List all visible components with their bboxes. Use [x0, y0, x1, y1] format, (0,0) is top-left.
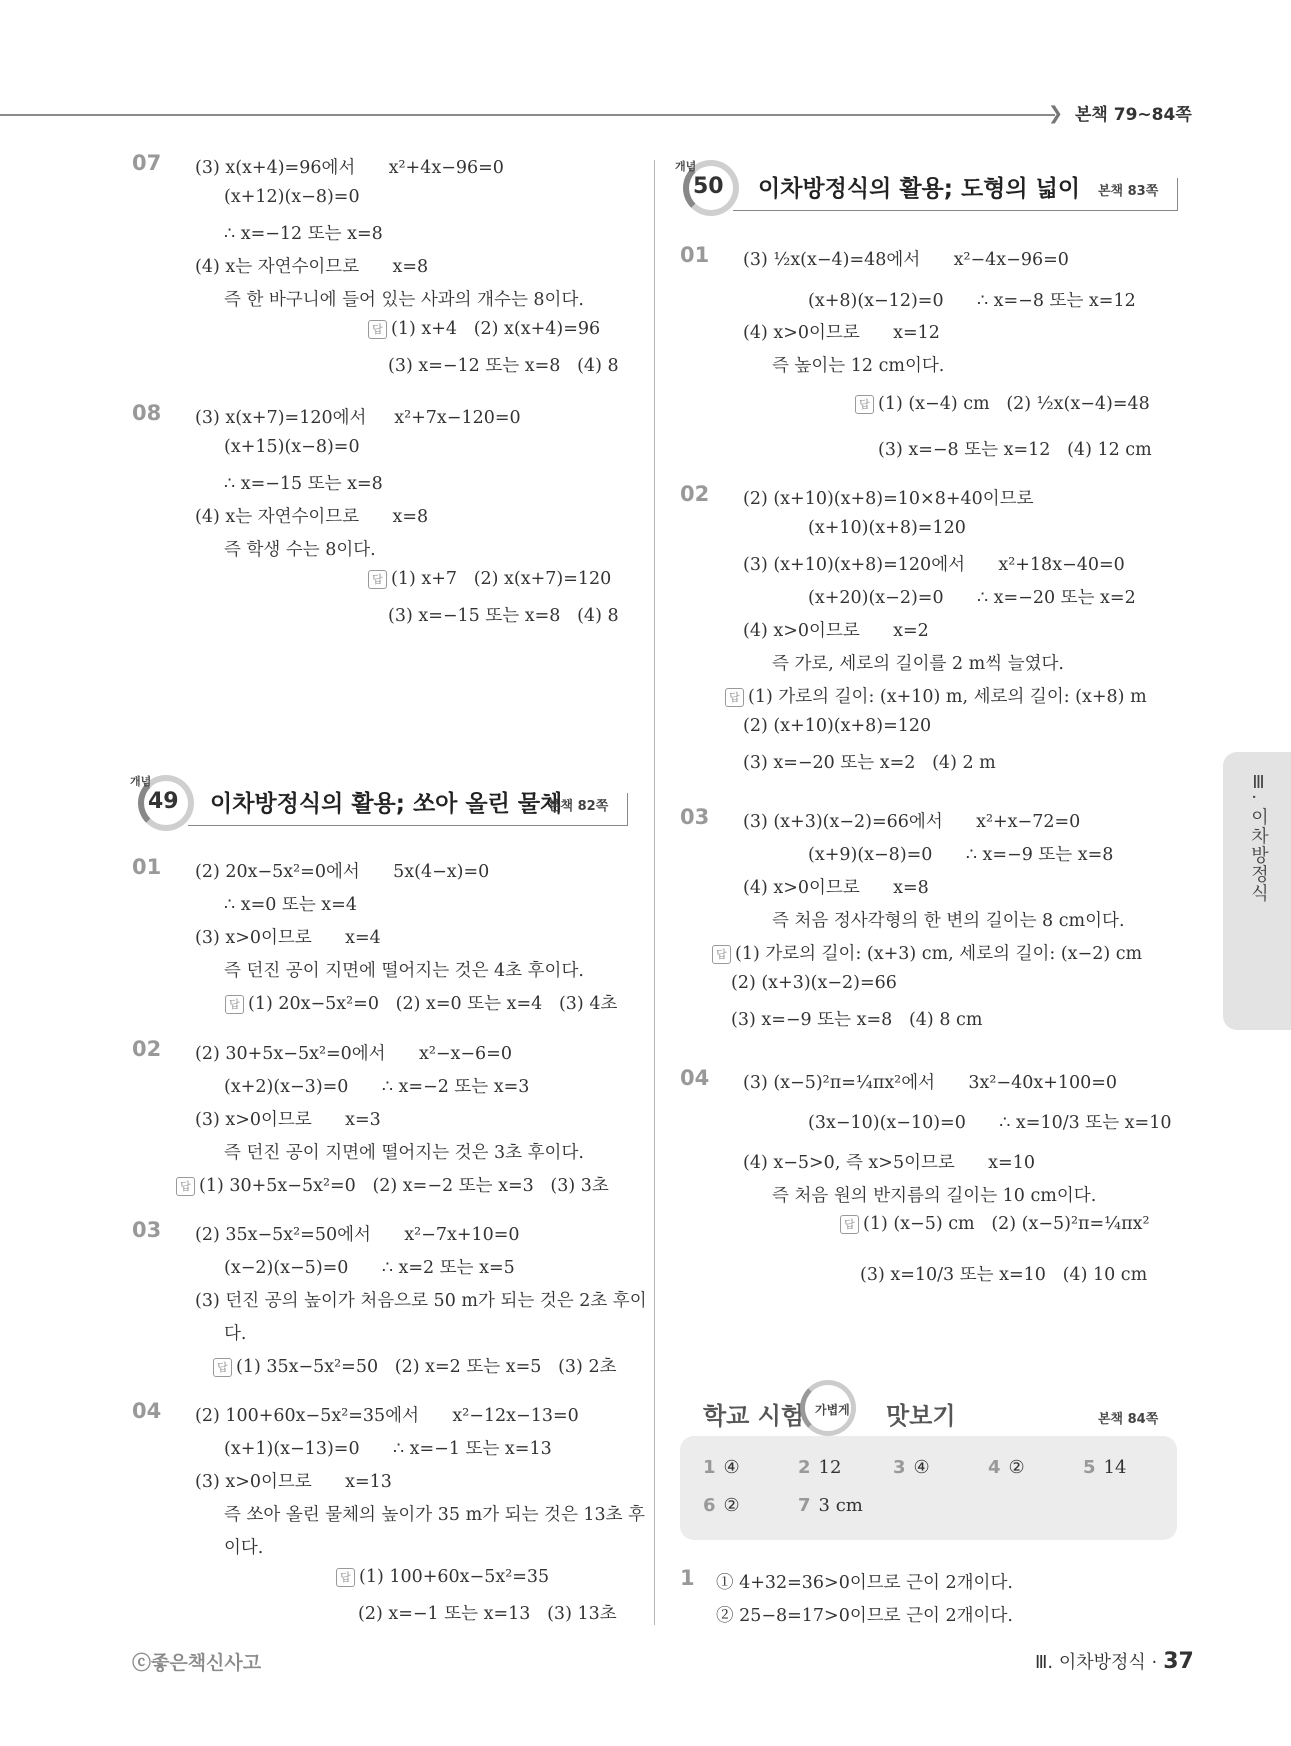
answer-line: [725, 683, 1147, 708]
concept-title: 이차방정식의 활용; 도형의 넓이: [758, 176, 1081, 202]
solution-line: [224, 187, 360, 207]
answer-icon: 답: [840, 1215, 859, 1234]
solution-line: [743, 551, 1125, 576]
problem-number: 01: [680, 243, 710, 267]
concept-number: 50: [693, 174, 724, 199]
line-text: (4) x는 자연수이므로 x=8: [195, 257, 429, 277]
concept-number: 49: [148, 789, 179, 814]
concept-bracket: [1177, 178, 1178, 211]
solution-line: [224, 1534, 263, 1559]
solution-line: [224, 1435, 552, 1460]
problem-number: 04: [132, 1399, 162, 1423]
line-text: 즉 던진 공이 지면에 떨어지는 것은 3초 후이다.: [224, 1143, 584, 1163]
line-text: (3) (x+10)(x+8)=120에서 x²+18x−40=0: [743, 555, 1125, 575]
solution-line: [772, 352, 944, 377]
line-text: (2) 30+5x−5x²=0에서 x²−x−6=0: [195, 1044, 512, 1064]
concept-50-header: [675, 160, 1178, 216]
quiz-page-reference: 본책 84쪽: [1098, 1412, 1159, 1427]
answer-line: [336, 1567, 549, 1587]
solution-line: [743, 617, 929, 642]
page-number: 37: [1163, 1649, 1194, 1674]
line-text: (x+1)(x−13)=0 ∴ x=−1 또는 x=13: [224, 1439, 552, 1459]
problem-number: 02: [680, 482, 710, 506]
line-text: ∴ x=0 또는 x=4: [224, 895, 357, 915]
solution-line: [195, 1402, 579, 1427]
line-text: ∴ x=−15 또는 x=8: [224, 474, 383, 494]
line-text: (1) 35x−5x²=50 (2) x=2 또는 x=5 (3) 2초: [236, 1357, 617, 1377]
line-text: (1) 20x−5x²=0 (2) x=0 또는 x=4 (3) 4초: [248, 994, 618, 1014]
line-text: (1) 30+5x−5x²=0 (2) x=−2 또는 x=3 (3) 3초: [199, 1176, 609, 1196]
solution-line: ① 4+32=36>0이므로 근이 2개이다.: [716, 1573, 1013, 1593]
concept-page-reference: 본책 83쪽: [1098, 184, 1159, 199]
line-text: (4) x>0이므로 x=12: [743, 323, 940, 343]
answer-line: [878, 436, 1152, 461]
problem-number: 02: [132, 1037, 162, 1061]
line-text: (3x−10)(x−10)=0 ∴ x=10/3 또는 x=10: [808, 1113, 1172, 1133]
line-text: (1) 가로의 길이: (x+3) cm, 세로의 길이: (x−2) cm: [735, 944, 1143, 964]
line-text: (4) x>0이므로 x=2: [743, 621, 929, 641]
solution-line: [195, 253, 428, 278]
solution-line: [808, 584, 1136, 609]
line-text: 즉 처음 원의 반지름의 길이는 10 cm이다.: [772, 1186, 1097, 1206]
answer-icon: 답: [336, 1568, 355, 1587]
solution-line: [743, 874, 929, 899]
answer-line: [731, 1006, 982, 1031]
answer-line: [712, 940, 1142, 965]
footer-chapter: [1035, 1648, 1194, 1674]
concept-title: 이차방정식의 활용; 쏘아 올린 물체: [210, 791, 563, 817]
line-text: (1) (x−5) cm (2) (x−5)²π=¼πx²: [863, 1214, 1150, 1234]
answer-line: [358, 1600, 617, 1625]
solution-line: [743, 1149, 1035, 1174]
line-text: (2) 20x−5x²=0에서 5x(4−x)=0: [195, 862, 490, 882]
chapter-side-tab-label: Ⅲ. 이차방정식: [1248, 772, 1269, 903]
quiz-item-number: 3: [893, 1457, 906, 1478]
line-text: 즉 학생 수는 8이다.: [224, 540, 376, 560]
line-text: (3) x(x+4)=96에서 x²+4x−96=0: [195, 158, 504, 178]
line-text: (3) 던진 공의 높이가 처음으로 50 m가 되는 것은 2초 후이: [195, 1291, 647, 1311]
line-text: (1) 100+60x−5x²=35: [359, 1567, 550, 1587]
answer-line: [840, 1214, 1150, 1234]
quiz-title-school: 학교 시험: [703, 1402, 805, 1430]
solution-line: [743, 485, 1034, 510]
problem-number: 03: [132, 1218, 162, 1242]
solution-line: [195, 1287, 647, 1312]
quiz-item-answer: ②: [723, 1495, 740, 1516]
line-text: (2) 35x−5x²=50에서 x²−7x+10=0: [195, 1225, 520, 1245]
quiz-item-answer: ②: [1008, 1457, 1025, 1478]
solution-line: [195, 404, 521, 429]
answer-line: [368, 569, 611, 589]
concept-49-header: [130, 775, 628, 831]
solution-line: [224, 437, 360, 457]
quiz-item-number: 4: [988, 1457, 1001, 1478]
answer-icon: 답: [725, 688, 744, 707]
solution-line: [224, 1254, 515, 1279]
line-text: (3) (x+3)(x−2)=66에서 x²+x−72=0: [743, 812, 1081, 832]
line-text: (4) x>0이므로 x=8: [743, 878, 929, 898]
solution-line: [195, 858, 489, 883]
solution-line: [743, 246, 1069, 271]
answer-icon: 답: [225, 995, 244, 1014]
solution-line: [224, 1073, 529, 1098]
quiz-answer-item: [798, 1495, 863, 1516]
publisher-logo: ⓒ좋은책신사고: [132, 1652, 262, 1674]
line-text: (1) x+7 (2) x(x+7)=120: [391, 569, 612, 589]
line-text: 이다.: [224, 1538, 264, 1558]
quiz-answer-item: [703, 1495, 740, 1516]
solution-line: [224, 1139, 584, 1164]
solution-line: [224, 891, 357, 916]
line-text: (x+8)(x−12)=0 ∴ x=−8 또는 x=12: [808, 291, 1136, 311]
problem-number: 03: [680, 805, 710, 829]
quiz-item-answer: ④: [723, 1457, 740, 1478]
problem-number: 01: [132, 855, 162, 879]
solution-line: [224, 1501, 645, 1526]
quiz-item-answer: 12: [818, 1457, 842, 1478]
line-text: (3) x>0이므로 x=3: [195, 1110, 381, 1130]
solution-line: ② 25−8=17>0이므로 근이 2개이다.: [716, 1606, 1013, 1626]
quiz-answer-item: [893, 1457, 930, 1478]
solution-line: [808, 1109, 1171, 1134]
concept-underline: [188, 825, 628, 826]
solution-line: [195, 154, 504, 179]
line-text: (3) x=−9 또는 x=8 (4) 8 cm: [731, 1010, 983, 1030]
answer-icon: 답: [855, 395, 874, 414]
line-text: 즉 가로, 세로의 길이를 2 m씩 늘였다.: [772, 654, 1064, 674]
answer-line: [855, 394, 1150, 414]
line-text: (x+15)(x−8)=0: [224, 437, 360, 457]
problem-number: 04: [680, 1066, 710, 1090]
line-text: (3) x=−20 또는 x=2 (4) 2 m: [743, 753, 996, 773]
line-text: (x+2)(x−3)=0 ∴ x=−2 또는 x=3: [224, 1077, 530, 1097]
line-text: (3) x=10/3 또는 x=10 (4) 10 cm: [860, 1265, 1148, 1285]
solution-line: [195, 1040, 512, 1065]
line-text: (x−2)(x−5)=0 ∴ x=2 또는 x=5: [224, 1258, 515, 1278]
answer-line: [731, 973, 897, 993]
solution-line: [195, 924, 381, 949]
line-text: 즉 쏘아 올린 물체의 높이가 35 m가 되는 것은 13초 후: [224, 1505, 646, 1525]
line-text: (3) x>0이므로 x=4: [195, 928, 381, 948]
footer-chapter-label: Ⅲ. 이차방정식 ·: [1035, 1652, 1158, 1673]
quiz-item-number: 1: [703, 1457, 716, 1478]
line-text: 즉 처음 정사각형의 한 변의 길이는 8 cm이다.: [772, 911, 1125, 931]
solution-line: [743, 808, 1080, 833]
answer-icon: 답: [213, 1358, 232, 1377]
quiz-item-answer: 3 cm: [818, 1495, 863, 1516]
line-text: (x+20)(x−2)=0 ∴ x=−20 또는 x=2: [808, 588, 1136, 608]
answer-line: [225, 990, 617, 1015]
solution-line: [808, 287, 1136, 312]
solution-line: [224, 470, 383, 495]
concept-underline: [733, 210, 1178, 211]
column-divider: [654, 160, 655, 1625]
solution-line: [224, 957, 584, 982]
line-text: (3) ½x(x−4)=48에서 x²−4x−96=0: [743, 250, 1069, 270]
solution-line: [808, 518, 966, 538]
line-text: (1) (x−4) cm (2) ½x(x−4)=48: [878, 394, 1150, 414]
solution-line: [743, 319, 940, 344]
answer-line: [368, 319, 600, 339]
line-text: (3) x=−12 또는 x=8 (4) 8: [388, 356, 619, 376]
problem-number: 08: [132, 401, 162, 425]
quiz-title-taste: 맛보기: [886, 1402, 956, 1430]
page-reference: 본책 79~84쪽: [1075, 105, 1192, 125]
concept-page-reference: 본책 82쪽: [548, 799, 609, 814]
solution-line: [808, 841, 1113, 866]
solution-line: [195, 1221, 520, 1246]
line-text: (2) 100+60x−5x²=35에서 x²−12x−13=0: [195, 1406, 579, 1426]
answer-line: [388, 352, 619, 377]
concept-badge-label: 개념: [130, 775, 152, 788]
solution-line: [772, 650, 1064, 675]
line-text: 즉 한 바구니에 들어 있는 사과의 개수는 8이다.: [224, 290, 584, 310]
answer-icon: 답: [176, 1177, 195, 1196]
line-text: (4) x−5>0, 즉 x>5이므로 x=10: [743, 1153, 1035, 1173]
answer-line: [213, 1353, 617, 1378]
header-rule: [0, 114, 1055, 116]
answer-line: [388, 602, 619, 627]
solution-line: [195, 503, 428, 528]
quiz-item-number: 7: [798, 1495, 811, 1516]
line-text: ∴ x=−12 또는 x=8: [224, 224, 383, 244]
line-text: (1) 가로의 길이: (x+10) m, 세로의 길이: (x+8) m: [748, 687, 1147, 707]
solution-line: [224, 286, 584, 311]
quiz-answer-item: [798, 1457, 841, 1478]
quiz-item-number: 5: [1083, 1457, 1096, 1478]
line-text: (3) x>0이므로 x=13: [195, 1472, 392, 1492]
quiz-item-answer: 14: [1103, 1457, 1127, 1478]
solution-line: [195, 1468, 392, 1493]
line-text: (1) x+4 (2) x(x+4)=96: [391, 319, 601, 339]
solution-line: [224, 1320, 246, 1345]
problem-number: 07: [132, 151, 162, 175]
answer-icon: 답: [368, 570, 387, 589]
answer-line: [743, 716, 931, 736]
solution-line: [772, 1182, 1096, 1207]
solution-line: [772, 907, 1125, 932]
quiz-answer-item: [703, 1457, 740, 1478]
line-text: (x+12)(x−8)=0: [224, 187, 360, 207]
quiz-answer-item: [1083, 1457, 1126, 1478]
line-text: 다.: [224, 1324, 247, 1344]
line-text: (3) (x−5)²π=¼πx²에서 3x²−40x+100=0: [743, 1073, 1118, 1093]
line-text: (2) (x+10)(x+8)=10×8+40이므로: [743, 489, 1034, 509]
answer-icon: 답: [368, 320, 387, 339]
quiz-title-easy: 가볍게: [815, 1403, 850, 1417]
line-text: 즉 높이는 12 cm이다.: [772, 356, 945, 376]
solution-line: [224, 536, 376, 561]
concept-badge-label: 개념: [675, 160, 697, 173]
quiz-item-number: 2: [798, 1457, 811, 1478]
quiz-item-answer: ④: [913, 1457, 930, 1478]
quiz-answer-box: [680, 1436, 1177, 1540]
line-text: (3) x(x+7)=120에서 x²+7x−120=0: [195, 408, 521, 428]
line-text: (3) x=−8 또는 x=12 (4) 12 cm: [878, 440, 1152, 460]
answer-line: [743, 749, 996, 774]
answer-line: [860, 1261, 1147, 1286]
concept-bracket: [627, 793, 628, 826]
line-text: 즉 던진 공이 지면에 떨어지는 것은 4초 후이다.: [224, 961, 584, 981]
line-text: (2) (x+10)(x+8)=120: [743, 716, 932, 736]
solution-line: [224, 220, 383, 245]
chapter-side-tab[interactable]: [1223, 752, 1291, 1030]
solution-line: [195, 1106, 381, 1131]
answer-icon: 답: [712, 945, 731, 964]
solution-line: [743, 1069, 1117, 1094]
line-text: (x+9)(x−8)=0 ∴ x=−9 또는 x=8: [808, 845, 1114, 865]
line-text: (2) x=−1 또는 x=13 (3) 13초: [358, 1604, 617, 1624]
quiz-answer-item: [988, 1457, 1025, 1478]
line-text: (4) x는 자연수이므로 x=8: [195, 507, 429, 527]
problem-number: 1: [680, 1566, 695, 1590]
answer-line: [176, 1172, 609, 1197]
line-text: (2) (x+3)(x−2)=66: [731, 973, 897, 993]
line-text: (x+10)(x+8)=120: [808, 518, 966, 538]
quiz-item-number: 6: [703, 1495, 716, 1516]
chevron-right-icon: ❯: [1048, 103, 1064, 124]
line-text: (3) x=−15 또는 x=8 (4) 8: [388, 606, 619, 626]
